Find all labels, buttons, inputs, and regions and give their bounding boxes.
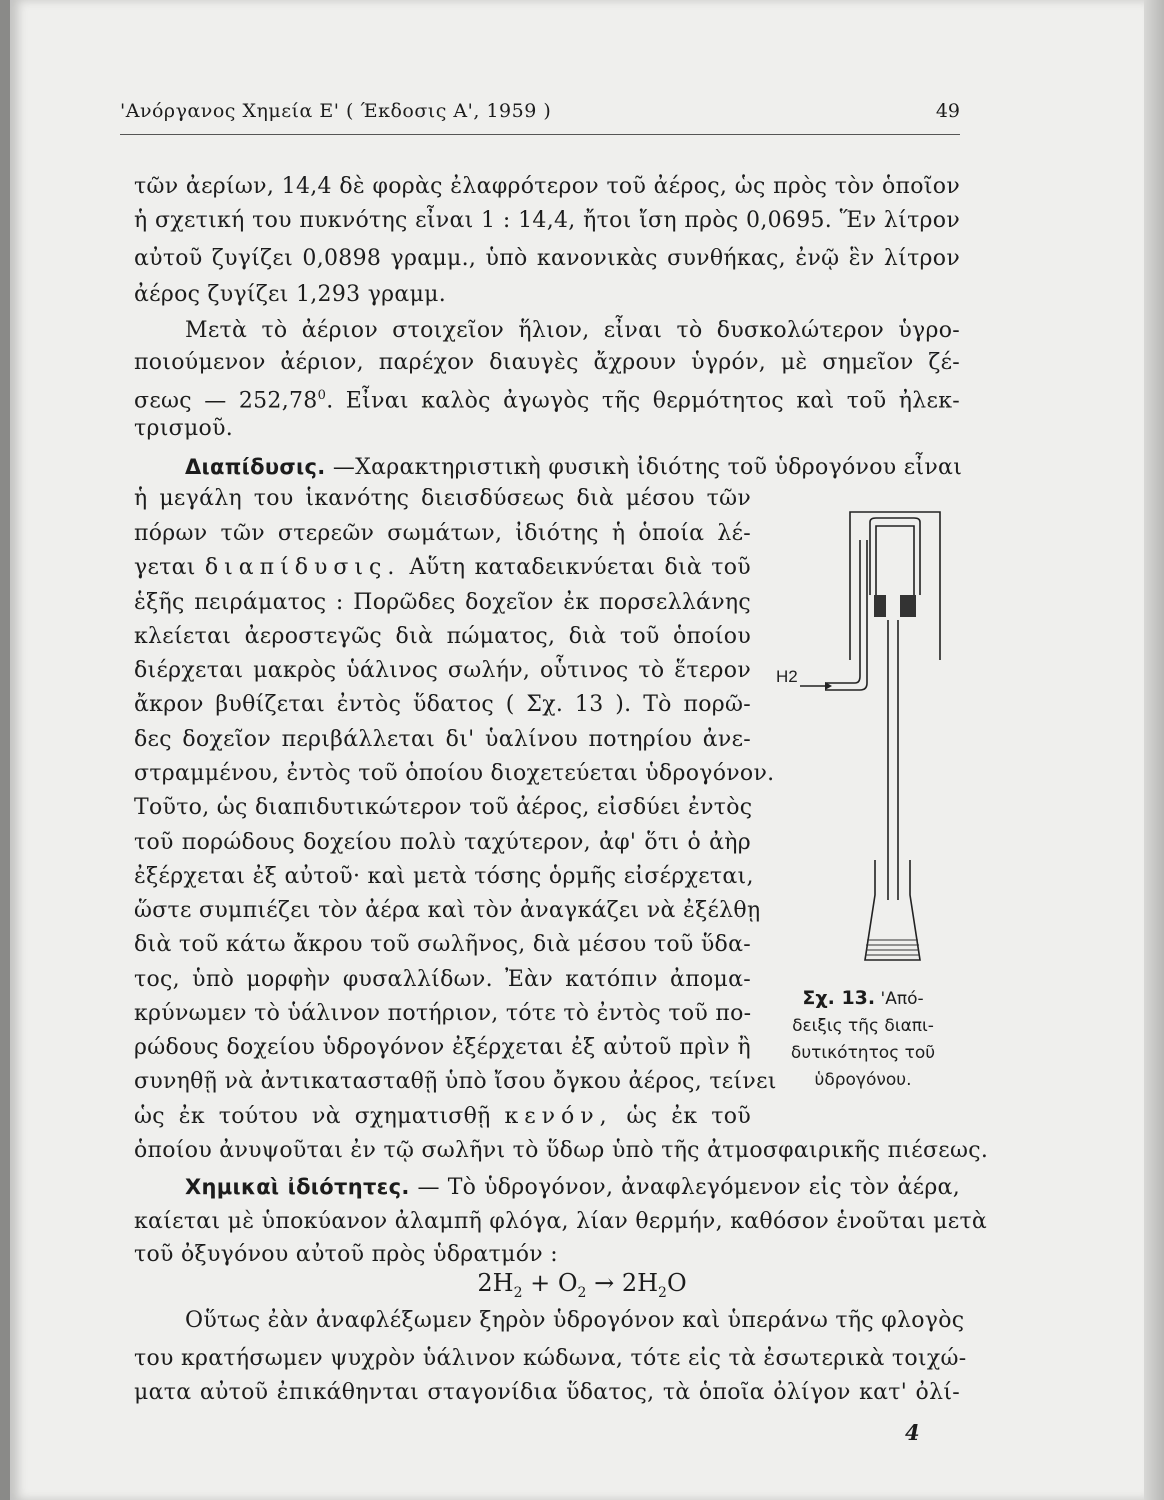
text-segment: ὡς ἐκ τούτου νὰ σχηματισθῇ <box>134 1104 505 1129</box>
caption-label: Σχ. 13. <box>802 987 876 1009</box>
eq-subscript: 2 <box>513 1284 523 1301</box>
eq-part: + O <box>522 1269 578 1297</box>
text-line: τοῦ πορώδους δοχείου πολὺ ταχύτερον, ἀφ' ὅτι ὁ ἀὴρ <box>134 830 751 855</box>
degree-sup: 0 <box>317 388 327 403</box>
text-line <box>134 553 751 583</box>
figure-caption <box>768 985 958 1094</box>
text-segment: σεως — 252,78 <box>134 388 318 414</box>
chemical-equation <box>0 1268 1164 1308</box>
text-line: διέρχεται μακρὸς ὑάλινος σωλήν, οὗτινος τὸ ἕτερον <box>134 658 751 683</box>
text-line: Οὕτως ἐὰν ἀναφλέξωμεν ξηρὸν ὑδρογόνον καὶ ὑπεράνω τῆς φλογὸς <box>185 1308 965 1333</box>
text-segment: ὡς ἐκ τοῦ <box>612 1104 751 1129</box>
caption-line: δειξις τῆς διαπι- <box>792 1016 934 1036</box>
gas-label: H2 <box>776 667 798 686</box>
text-segment: γεται <box>134 555 205 580</box>
text-line: τος, ὑπὸ μορφὴν φυσαλλίδων. Ἐὰν κατόπιν ἀπομα- <box>134 967 751 992</box>
text-line: διὰ τοῦ κάτω ἄκρου τοῦ σωλῆνος, διὰ μέσου τοῦ ὕδα- <box>134 932 751 957</box>
text-line: ἄκρον βυθίζεται ἐντὸς ὕδατος ( Σχ. 13 ). Τὸ πορῶ- <box>134 692 751 717</box>
text-line: τῶν ἀερίων, 14,4 δὲ φορὰς ἐλαφρότερον τοῦ ἀέρος, ὡς πρὸς τὸν ὁποῖον <box>134 174 960 199</box>
inverted-beaker <box>850 512 940 660</box>
text-segment: — Τὸ ὑδρογόνον, ἀναφλεγόμενον εἰς τὸν ἀέρα, <box>409 1175 961 1200</box>
text-line: του κρατήσωμεν ψυχρὸν ὑάλινον κώδωνα, τότε εἰς τὰ ἐσωτερικὰ τοιχώ- <box>134 1346 967 1371</box>
section-heading: Διαπίδυσις. <box>185 455 326 479</box>
text-line: κρύνωμεν τὸ ὑάλινον ποτήριον, τότε τὸ ἐντὸς τοῦ πο- <box>134 1001 752 1026</box>
page-number: 49 <box>935 100 960 122</box>
text-line: κλείεται ἀεροστεγῶς διὰ πώματος, διὰ τοῦ ὁποίου <box>134 624 751 649</box>
text-line: αὐτοῦ ζυγίζει 0,0898 γραμμ., ὑπὸ κανονικὰς συνθήκας, ἐνῷ ἓν λίτρον <box>134 246 960 271</box>
text-segment: . Εἶναι καλὸς ἀγωγὸς τῆς θερμότητος καὶ τοῦ ἠλεκ- <box>326 388 960 414</box>
porous-vessel <box>870 518 920 595</box>
eq-part: O <box>666 1269 687 1297</box>
text-line: ἐξέρχεται ἐξ αὐτοῦ· καὶ μετὰ τόσης ὁρμῆς εἰσέρχεται, <box>134 864 754 889</box>
text-line: δες δοχεῖον περιβάλλεται δι' ὑαλίνου ποτηρίου ἀνε- <box>134 727 751 752</box>
spaced-term: διαπίδυσις. <box>204 555 401 580</box>
caption-line <box>768 985 958 1013</box>
signature-mark: 4 <box>905 1420 920 1445</box>
section-heading: Χημικαὶ ἰδιότητες. <box>185 1175 410 1199</box>
text-line: τοῦ ὀξυγόνου αὐτοῦ πρὸς ὑδρατμόν : <box>134 1242 558 1267</box>
caption-line: δυτικότητος τοῦ <box>790 1043 936 1063</box>
text-line: συνηθῇ νὰ ἀντικατασταθῇ ὑπὸ ἴσου ὄγκου ἀέρος, τείνει <box>134 1069 777 1094</box>
text-line: τρισμοῦ. <box>134 416 234 441</box>
spaced-term: κενόν, <box>504 1104 613 1129</box>
text-segment: —Χαρακτηριστικὴ φυσικὴ ἰδιότης τοῦ ὑδρογόνου εἶναι <box>325 455 963 480</box>
text-segment: Αὕτη καταδεικνύεται διὰ τοῦ <box>400 555 751 580</box>
text-line: ἀέρος ζυγίζει 1,293 γραμμ. <box>134 282 447 307</box>
header-rule <box>120 134 960 135</box>
text-line <box>134 1102 751 1132</box>
section-line <box>185 1172 960 1203</box>
apparatus-figure <box>770 500 960 980</box>
text-line: ἡ μεγάλη του ἱκανότης διεισδύσεως διὰ μέσου τῶν <box>134 486 751 511</box>
text-line: ἑξῆς πειράματος : Πορῶδες δοχεῖον ἐκ πορσελλάνης <box>134 590 751 615</box>
text-line: ὁποίου ἀνυψοῦται ἐν τῷ σωλῆνι τὸ ὕδωρ ὑπὸ τῆς ἀτμοσφαιρικῆς πιέσεως. <box>134 1138 989 1163</box>
eq-part: → 2H <box>586 1269 659 1297</box>
text-line: καίεται μὲ ὑποκύανον ἀλαμπῆ φλόγα, λίαν θερμήν, καθόσον ἑνοῦται μετὰ <box>134 1209 988 1234</box>
text-line: στραμμένου, ἐντὸς τοῦ ὁποίου διοχετεύεται ὑδρογόνον. <box>134 761 775 786</box>
text-line <box>134 381 960 416</box>
text-line: ὥστε συμπιέζει τὸν ἀέρα καὶ τὸν ἀναγκάζει νὰ ἐξέλθῃ <box>134 898 761 923</box>
water-level <box>865 940 920 955</box>
text-line: ἡ σχετική του πυκνότης εἶναι 1 : 14,4, ἤτοι ἴση πρὸς 0,0695. Ἕν λίτρον <box>134 208 960 233</box>
text-line: ρώδους δοχείου ὑδρογόνον ἐξέρχεται ἐξ αὐτοῦ πρὶν ἢ <box>134 1035 751 1060</box>
running-header <box>120 100 960 130</box>
section-line <box>185 452 963 483</box>
caption-line: ὑδρογόνου. <box>814 1070 912 1090</box>
eq-subscript: 2 <box>577 1284 587 1301</box>
text-line: πόρων τῶν στερεῶν σωμάτων, ἰδιότης ἡ ὁποία λέ- <box>134 521 751 546</box>
text-line: ματα αὐτοῦ ἐπικάθηνται σταγονίδια ὕδατος, τὰ ὁποῖα ὀλίγον κατ' ὀλί- <box>134 1380 960 1405</box>
text-line: ποιούμενον ἀέριον, παρέχον διαυγὲς ἄχρουν ὑγρόν, μὲ σημεῖον ζέ- <box>134 350 960 375</box>
text-line: Μετὰ τὸ ἀέριον στοιχεῖον ἥλιον, εἶναι τὸ δυσκολώτερον ὑγρο- <box>185 318 960 343</box>
caption-text: 'Από- <box>875 989 924 1009</box>
eq-part: 2H <box>477 1269 514 1297</box>
eq-subscript: 2 <box>658 1284 667 1301</box>
header-title: 'Ανόργανος Χημεία Ε' ( Έκδοσις Α', 1959 ) <box>120 100 552 122</box>
text-line: Τοῦτο, ὡς διαπιδυτικώτερον τοῦ ἀέρος, εἰσδύει ἐντὸς <box>134 795 753 820</box>
